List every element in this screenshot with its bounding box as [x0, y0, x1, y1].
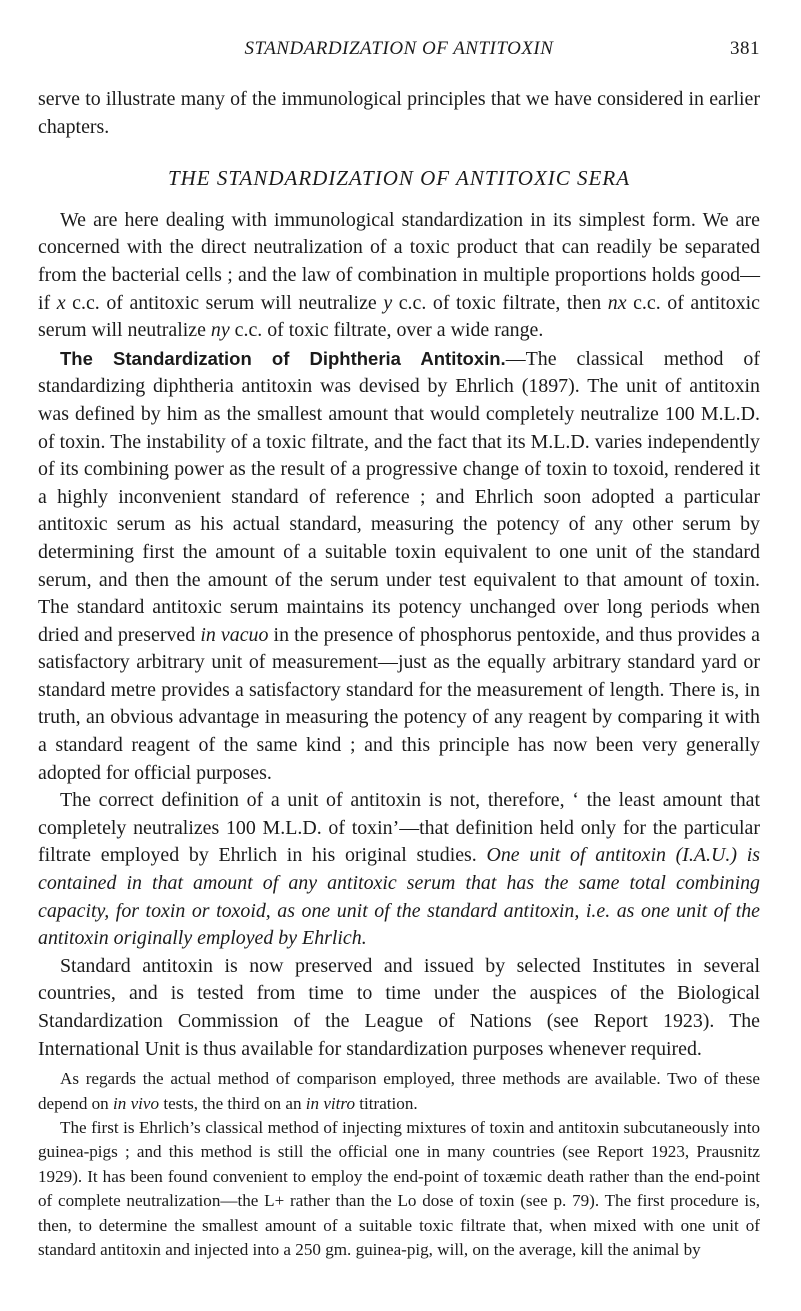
text-run: The correct definition of a unit of antitoxin is not, therefore, ‘ the least amount that completely neutralizes 100 M.L.D. of toxin’—that definition held only for the particular filtrate employed by Ehrlich in his original studies. — [38, 789, 760, 867]
variable-y: y — [383, 291, 393, 314]
variable-nx: nx — [607, 291, 627, 314]
run-in-heading: The Standardization of Diphtheria Antitoxin. — [60, 347, 506, 369]
paragraph-unit-definition — [38, 787, 760, 953]
paragraph-standard-antitoxin: Standard antitoxin is now preserved and issued by selected Institutes in several countries, and is tested from time to time under the auspices of the Biological Standardization Commission of the League of Nations (see Report 1923). The International Unit is thus available for standardization purposes whenever required. — [38, 954, 760, 1060]
small-print-section — [38, 1067, 760, 1262]
small-paragraph-ehrlich-method: The first is Ehrlich’s classical method of injecting mixtures of toxin and antitoxin subcutaneously into guinea-pigs ; and this method is still the official one in many countries (see Report 1923, Prausnitz 1929). It has been found convenient to employ the end-point of toxæmic death rather than the end-point of complete neutralization—the L+ rather than the Lo dose of toxin (see p. 79). The first procedure is, then, to determine the smallest amount of a suitable toxic filtrate that, when mixed with one unit of standard antitoxin and injected into a 250 gm. guinea-pig, will, on the average, kill the animal by — [38, 1118, 760, 1260]
text-run: c.c. of antitoxic serum will neutralize — [38, 291, 761, 342]
intro-paragraph: serve to illustrate many of the immunological principles that we have considered in earlier chapters. — [38, 88, 760, 138]
text-run: c.c. of toxic filtrate, over a wide range. — [229, 319, 544, 342]
small-paragraph-methods — [38, 1067, 760, 1116]
text-run: —The classical method of standardizing diphtheria antitoxin was devised by Ehrlich (1897). The unit of antitoxin was defined by him as the smallest amount that would completely neutralize 100 M.L.D. of toxin. The instability of a toxic filtrate, and the fact that its M.L.D. varies independently of its combining power as the result of a progressive change of toxin to toxoid, rendered it a highly inconvenient standard of reference ; and Ehrlich soon adopted a particular antitoxic serum as his actual standard, measuring the potency of any other serum by determining first the amount of a suitable toxin equivalent to one unit of the standard serum, and then the amount of the serum under test equivalent to that amount of toxin. The standard antitoxic serum maintains its potency unchanged over long periods when dried and preserved — [38, 347, 760, 646]
page-number: 381 — [730, 38, 760, 59]
paragraph-diphtheria-standardization — [38, 345, 760, 788]
variable-x: x — [56, 291, 66, 314]
text-run: As regards the actual method of comparison employed, three methods are available. Two of these depend on — [38, 1069, 760, 1113]
variable-ny: ny — [210, 319, 230, 342]
text-run: tests, the third on an — [159, 1093, 306, 1113]
text-run: We are here dealing with immunological standardization in its simplest form. We are concerned with the direct neutralization of a toxic product that can readily be separated from the bacterial cells ; and the law of combination in multiple proportions holds good—if — [38, 208, 760, 314]
italic-definition: One unit of antitoxin (I.A.U.) is contained in that amount of any antitoxic serum that has the same total combining capacity, for toxin or toxoid, as one unit of the standard antitoxin, i.e. as one unit of the antitoxin originally employed by Ehrlich. — [38, 844, 760, 950]
paragraph-combination-law — [38, 207, 760, 345]
running-header — [38, 38, 760, 64]
italic-phrase: in vacuo — [200, 623, 269, 646]
section-title: THE STANDARDIZATION OF ANTITOXIC SERA — [167, 166, 631, 191]
page-body — [38, 86, 760, 1262]
text-run: titration. — [355, 1093, 418, 1113]
text-run: c.c. of toxic filtrate, then — [392, 291, 608, 314]
running-title: STANDARDIZATION OF ANTITOXIN — [244, 38, 554, 59]
italic-phrase: in vivo — [113, 1093, 160, 1113]
text-run: in the presence of phosphorus pentoxide, and thus provides a satisfactory arbitrary unit of measurement—just as the equally arbitrary standard yard or standard metre provides a satisfactory standard for the measurement of length. There is, in truth, an obvious advantage in measuring the potency of any reagent by comparing it with a standard reagent of the same kind ; and this principle has now been very generally adopted for official purposes. — [38, 623, 761, 784]
text-run: c.c. of antitoxic serum will neutralize — [65, 291, 384, 314]
italic-phrase: in vitro — [305, 1093, 355, 1113]
